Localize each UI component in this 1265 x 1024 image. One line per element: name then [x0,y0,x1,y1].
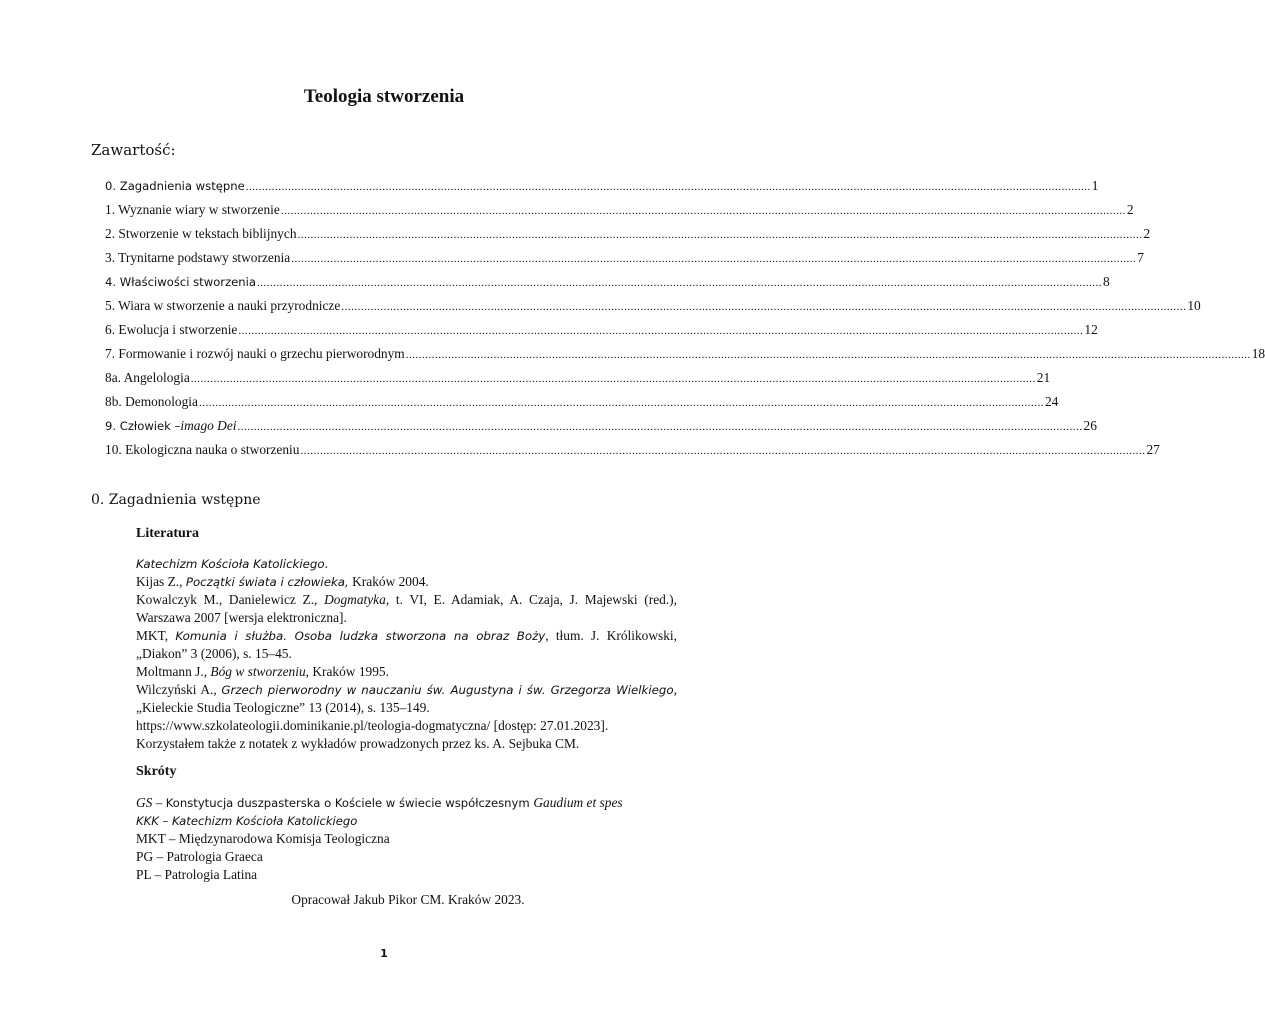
toc-dot-leader: .................................................................................................................................................................................................................................................................... [237,421,1083,433]
literature-entry [136,591,677,627]
literature-entry-text: , „Kieleckie Studia Teologiczne” 13 (2014), s. 135–149. [136,682,677,715]
literature-entry [136,627,677,663]
toc-entry-page: 7 [1137,250,1144,265]
toc-entry-label: 6. Ewolucja i stworzenie [105,322,238,337]
literature-entry-text: , t. VI, E. Adamiak, A. Czaja, J. Majewski (red.), Warszawa 2007 [wersja elektroniczna]. [136,592,677,625]
abbreviation-entry: PG – Patrologia Graeca [136,849,263,864]
literature-entry-title: Katechizm Kościoła Katolickiego [136,557,325,571]
literature-entry [136,663,677,681]
toc-entry-label: 0. Zagadnienia wstępne [105,179,245,193]
toc-entry-label: 5. Wiara w stworzenie a nauki przyrodnicze [105,298,341,313]
toc-dot-leader: .................................................................................................................................................................................................................................................................... [300,445,1146,457]
toc-entry-label: 1. Wyznanie wiary w stworzenie [105,202,280,217]
abbreviations-list [136,794,677,884]
toc-entry-page: 2 [1126,202,1134,217]
abbreviation-key: GS [136,795,153,810]
abbreviation-italic: Gaudium et spes [533,795,623,810]
toc-dot-leader: .................................................................................................................................................................................................................................................................... [405,349,1251,361]
toc-dot-leader: .................................................................................................................................................................................................................................................................... [198,397,1044,409]
table-of-contents [105,174,1265,462]
toc-entry[interactable] [105,174,1099,198]
toc-entry-label: 4. Właściwości stworzenia [105,275,256,289]
toc-dot-leader: .................................................................................................................................................................................................................................................................... [280,205,1126,217]
abbreviation-entry: MKT – Międzynarodowa Komisja Teologiczna [136,831,390,846]
toc-entry-label: 9. Człowiek – [105,419,181,433]
page-number: 1 [380,947,388,960]
toc-entry[interactable] [105,246,1144,270]
document-title: Teologia stworzenia [303,86,465,107]
toc-dot-leader: .................................................................................................................................................................................................................................................................... [256,277,1102,289]
toc-entry-label: 10. Ekologiczna nauka o stworzeniu [105,442,300,457]
toc-entry[interactable] [105,390,1059,414]
toc-entry[interactable] [105,294,1201,318]
toc-entry-page: 2 [1143,226,1151,241]
literature-entry-text: . [324,556,328,571]
abbreviation-text: KKK – Katechizm Kościoła Katolickiego [136,814,358,828]
toc-entry[interactable] [105,198,1134,222]
toc-entry-page: 10 [1187,298,1201,313]
literature-entry [136,681,677,717]
abbreviation-entry [136,812,677,830]
toc-entry[interactable] [105,438,1160,462]
toc-entry-label-italic: imago Dei [180,418,237,433]
literature-entry-title: Grzech pierworodny w nauczaniu św. Augustyna i św. Grzegorza Wielkiego [221,683,674,697]
toc-entry-label: 8b. Demonologia [105,394,198,409]
literature-entry-title: Bóg w stworzeniu [210,664,306,679]
literature-entry-title: Początki świata i człowieka, [185,575,349,589]
toc-entry-page: 12 [1084,322,1098,337]
toc-entry-label: 7. Formowanie i rozwój nauki o grzechu pierworodnym [105,346,405,361]
abbreviation-entry: PL – Patrologia Latina [136,867,258,882]
literature-heading: Literatura [136,526,199,541]
toc-entry-page: 8 [1102,274,1110,289]
abbreviation-text: Konstytucja duszpasterska o Kościele w świecie współczesnym [165,796,534,810]
literature-entry-author: Moltmann J., [136,664,211,679]
toc-dot-leader: .................................................................................................................................................................................................................................................................... [190,373,1036,385]
toc-entry-page: 1 [1091,178,1099,193]
toc-entry[interactable] [105,318,1098,342]
toc-entry-label: 3. Trynitarne podstawy stworzenia [105,250,291,265]
toc-dot-leader: .................................................................................................................................................................................................................................................................... [245,181,1091,193]
literature-entry-author: Kijas Z., [136,574,186,589]
toc-dot-leader: .................................................................................................................................................................................................................................................................... [291,253,1137,265]
toc-entry-label: 2. Stworzenie w tekstach biblijnych [105,226,297,241]
author-note: Opracował Jakub Pikor CM. Kraków 2023. [291,892,525,907]
toc-entry[interactable] [105,342,1265,366]
literature-entry-author: Wilczyński A., [136,682,222,697]
toc-dot-leader: .................................................................................................................................................................................................................................................................... [297,229,1143,241]
abbreviations-heading: Skróty [136,764,177,779]
literature-entry-author: MKT, [136,628,176,643]
literature-list [136,555,677,753]
literature-entry-url: https://www.szkolateologii.dominikanie.pl/teologia-dogmatyczna/ [dostęp: 27.01.2023]. [136,718,609,733]
toc-entry-label: 8a. Angelologia [105,370,190,385]
literature-entry-text: , tłum. J. Królikowski, „Diakon” 3 (2006), s. 15–45. [136,628,677,661]
toc-dot-leader: .................................................................................................................................................................................................................................................................... [238,325,1084,337]
literature-entry-text: , Kraków 1995. [305,664,389,679]
literature-entry-title: Komunia i służba. Osoba ludzka stworzona na obraz Boży [175,629,546,643]
literature-entry-title: Dogmatyka [324,592,386,607]
toc-entry[interactable] [105,366,1051,390]
literature-entry-author: Kowalczyk M., Danielewicz Z., [136,592,325,607]
toc-entry[interactable] [105,270,1110,294]
toc-entry-page: 24 [1044,394,1059,409]
abbreviation-entry [136,794,677,812]
toc-heading: Zawartość: [91,141,176,159]
literature-entry-text: Kraków 2004. [348,574,429,589]
toc-entry[interactable] [105,414,1097,438]
section-heading: 0. Zagadnienia wstępne [91,492,261,508]
toc-dot-leader: .................................................................................................................................................................................................................................................................... [341,301,1187,313]
literature-entry [136,573,677,591]
abbreviation-dash: – [152,795,166,810]
toc-entry-page: 21 [1036,370,1051,385]
literature-entry [136,555,677,573]
toc-entry-page: 26 [1083,418,1097,433]
literature-note: Korzystałem także z notatek z wykładów prowadzonych przez ks. A. Sejbuka CM. [136,736,580,751]
toc-entry[interactable] [105,222,1151,246]
toc-entry-page: 27 [1146,442,1160,457]
toc-entry-page: 18 [1251,346,1265,361]
